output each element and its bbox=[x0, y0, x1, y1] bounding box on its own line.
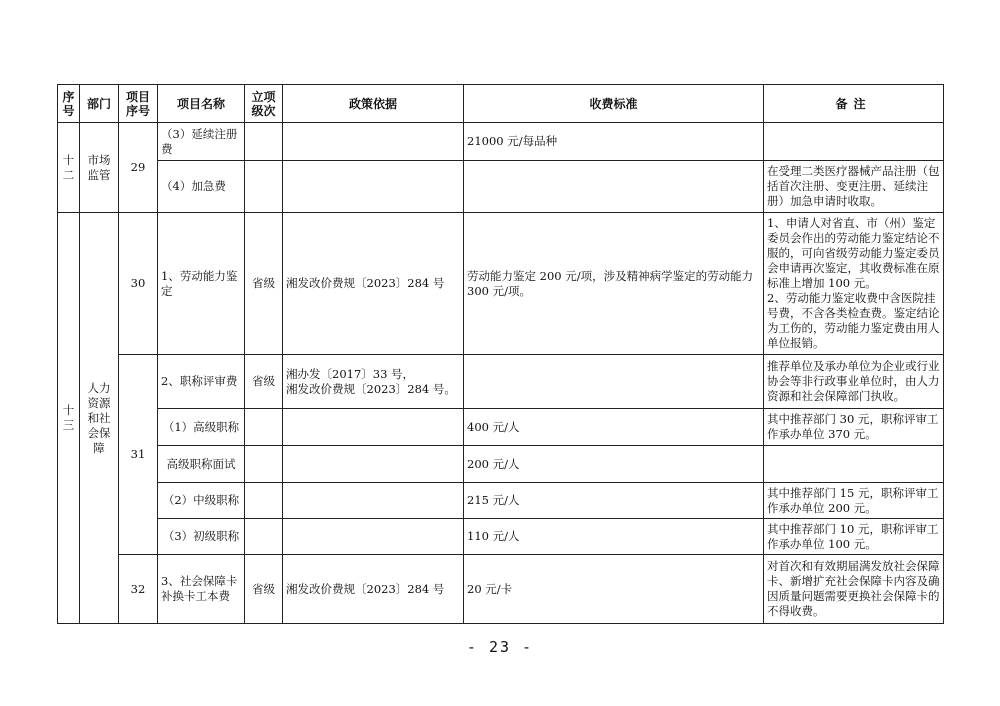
item-remark: 其中推荐部门 15 元，职称评审工作承办单位 200 元。 bbox=[764, 483, 944, 519]
item-level bbox=[245, 161, 283, 213]
item-no: 32 bbox=[119, 555, 158, 624]
item-policy bbox=[283, 446, 464, 483]
item-name: （2）中级职称 bbox=[158, 483, 245, 519]
header-item-no: 项目序号 bbox=[119, 85, 158, 123]
table-row bbox=[58, 213, 944, 355]
item-fee bbox=[464, 161, 764, 213]
header-item-name: 项目名称 bbox=[158, 85, 245, 123]
item-level bbox=[245, 123, 283, 161]
item-policy bbox=[283, 519, 464, 555]
header-remark: 备注 bbox=[764, 85, 944, 123]
item-name: （1）高级职称 bbox=[158, 409, 245, 446]
item-remark bbox=[764, 123, 944, 161]
item-name: 高级职称面试 bbox=[158, 446, 245, 483]
group-dept: 人力资源和社会保障 bbox=[80, 213, 119, 624]
item-fee: 劳动能力鉴定 200 元/项，涉及精神病学鉴定的劳动能力 300 元/项。 bbox=[464, 213, 764, 355]
table-row bbox=[58, 519, 944, 555]
item-policy bbox=[283, 409, 464, 446]
item-no: 30 bbox=[119, 213, 158, 355]
header-dept: 部门 bbox=[80, 85, 119, 123]
fee-standard-table bbox=[57, 84, 944, 624]
item-policy bbox=[283, 123, 464, 161]
header-fee: 收费标准 bbox=[464, 85, 764, 123]
item-policy bbox=[283, 483, 464, 519]
item-level bbox=[245, 519, 283, 555]
item-level: 省级 bbox=[245, 355, 283, 409]
table-row bbox=[58, 446, 944, 483]
header-policy: 政策依据 bbox=[283, 85, 464, 123]
header-seq: 序号 bbox=[58, 85, 80, 123]
item-fee: 20 元/卡 bbox=[464, 555, 764, 624]
item-name: （3）延续注册费 bbox=[158, 123, 245, 161]
item-remark: 在受理二类医疗器械产品注册（包括首次注册、变更注册、延续注册）加急申请时收取。 bbox=[764, 161, 944, 213]
group-seq: 十三 bbox=[58, 213, 80, 624]
item-remark: 推荐单位及承办单位为企业或行业协会等非行政事业单位时，由人力资源和社会保障部门执收。 bbox=[764, 355, 944, 409]
item-no: 29 bbox=[119, 123, 158, 213]
group-dept: 市场监管 bbox=[80, 123, 119, 213]
item-policy: 湘发改价费规〔2023〕284 号 bbox=[283, 555, 464, 624]
item-level bbox=[245, 483, 283, 519]
item-level: 省级 bbox=[245, 555, 283, 624]
item-no: 31 bbox=[119, 355, 158, 555]
item-name: （3）初级职称 bbox=[158, 519, 245, 555]
item-remark: 对首次和有效期届满发放社会保障卡、新增扩充社会保障卡内容及确因质量问题需要更换社会保障卡的不得收费。 bbox=[764, 555, 944, 624]
table-row bbox=[58, 355, 944, 409]
table-row bbox=[58, 555, 944, 624]
item-policy: 湘办发〔2017〕33 号， 湘发改价费规〔2023〕284 号。 bbox=[283, 355, 464, 409]
header-level: 立项级次 bbox=[245, 85, 283, 123]
header-row bbox=[58, 85, 944, 123]
item-level: 省级 bbox=[245, 213, 283, 355]
item-policy bbox=[283, 161, 464, 213]
item-fee: 200 元/人 bbox=[464, 446, 764, 483]
item-fee bbox=[464, 355, 764, 409]
item-remark: 其中推荐部门 10 元，职称评审工作承办单位 100 元。 bbox=[764, 519, 944, 555]
item-fee: 21000 元/每品种 bbox=[464, 123, 764, 161]
page-number: - 23 - bbox=[466, 638, 534, 656]
item-level bbox=[245, 409, 283, 446]
item-name: 2、职称评审费 bbox=[158, 355, 245, 409]
table-row bbox=[58, 483, 944, 519]
item-fee: 400 元/人 bbox=[464, 409, 764, 446]
item-name: 1、劳动能力鉴定 bbox=[158, 213, 245, 355]
item-remark: 其中推荐部门 30 元，职称评审工作承办单位 370 元。 bbox=[764, 409, 944, 446]
item-level bbox=[245, 446, 283, 483]
item-remark: 1、申请人对省直、市（州）鉴定委员会作出的劳动能力鉴定结论不服的，可向省级劳动能力鉴定委员会申请再次鉴定，其收费标准在原标准上增加 100 元。 2、劳动能力鉴定收费中含医院挂号费，不含各类检查费。鉴定结论为工伤的，劳动能力鉴定费由用人单位报销。 bbox=[764, 213, 944, 355]
table-row bbox=[58, 123, 944, 161]
group-seq: 十二 bbox=[58, 123, 80, 213]
item-policy: 湘发改价费规〔2023〕284 号 bbox=[283, 213, 464, 355]
table-row bbox=[58, 161, 944, 213]
table-row bbox=[58, 409, 944, 446]
item-remark bbox=[764, 446, 944, 483]
item-fee: 110 元/人 bbox=[464, 519, 764, 555]
item-fee: 215 元/人 bbox=[464, 483, 764, 519]
item-name: （4）加急费 bbox=[158, 161, 245, 213]
item-name: 3、社会保障卡补换卡工本费 bbox=[158, 555, 245, 624]
